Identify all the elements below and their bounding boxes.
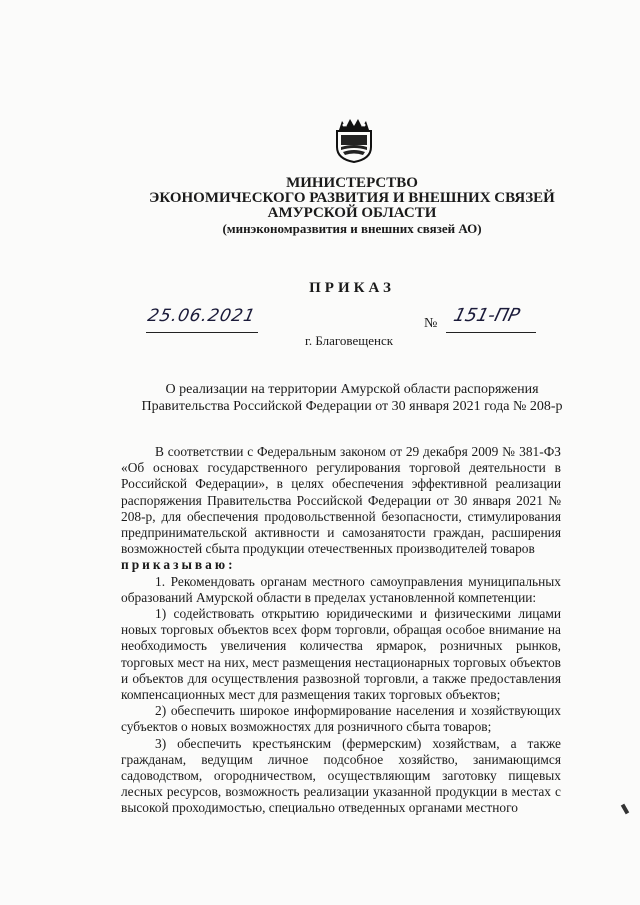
subitem-1-paragraph: 1) содействовать открытию юридическими и физическими лицами новых торговых объектов всех форм торговли, обращая особое внимание на необходимость увеличения количества ярмарок, розничных рынков, торговых мест на них, мест размещения нестационарных торговых объектов и объектов для осуществления развозной торговли, а также предоставления компенсационных мест для размещения таких торговых объектов; [121, 606, 561, 703]
title-line-1: О реализации на территории Амурской области распоряжения [165, 382, 539, 397]
handwritten-number: 151-ПР [451, 305, 522, 326]
ministry-line-2: ЭКОНОМИЧЕСКОГО РАЗВИТИЯ И ВНЕШНИХ СВЯЗЕЙ [149, 190, 555, 206]
ministry-line-1: МИНИСТЕРСТВО [286, 175, 418, 191]
item-1-paragraph: 1. Рекомендовать органам местного самоуправления муниципальных образований Амурской области в пределах установленной компетенции: [121, 573, 561, 605]
amur-region-coat-of-arms-icon [333, 117, 375, 163]
document-type: ПРИКАЗ [309, 280, 395, 296]
city: г. Благовещенск [305, 333, 394, 348]
title-line-2: Правительства Российской Федерации от 30 января 2021 года № 208-р [141, 399, 563, 414]
number-label: № [424, 316, 438, 331]
ministry-line-3: АМУРСКОЙ ОБЛАСТИ [267, 205, 437, 221]
document-title [100, 381, 604, 415]
ministry-short-name: (минэкономразвития и внешних связей АО) [222, 221, 482, 236]
preamble-paragraph: В соответствии с Федеральным законом от 29 декабря 2009 № 381-ФЗ «Об основах государственного регулирования торговой деятельности в Российской Федерации», в целях обеспечения эффективной реализации распоряжения Правительства Российской Федерации от 30 января 2021 № 208-р, для обеспечения продовольственной безопасности, стимулирования предпринимательской активности и самозанятости граждан, расширения возможностей сбыта продукции отечественных производителей товаров [121, 444, 561, 557]
handwritten-date: 25.06.2021 [145, 306, 258, 326]
document-body [121, 444, 561, 817]
ministry-name [100, 176, 604, 236]
scan-mark [621, 804, 629, 815]
subitem-2-paragraph: 2) обеспечить широкое информирование населения и хозяйствующих субъектов о новых возможностях для розничного сбыта товаров; [121, 703, 561, 735]
subitem-3-paragraph: 3) обеспечить крестьянским (фермерским) хозяйствам, а также гражданам, ведущим личное подсобное хозяйство, занимающимся садоводством, огородничеством, осуществляющим заготовку пищевых лесных ресурсов, возможность реализации указанной продукции в местах с высокой проходимостью, специально отведенных органами местного [121, 735, 561, 816]
order-word: приказываю: [121, 557, 236, 573]
